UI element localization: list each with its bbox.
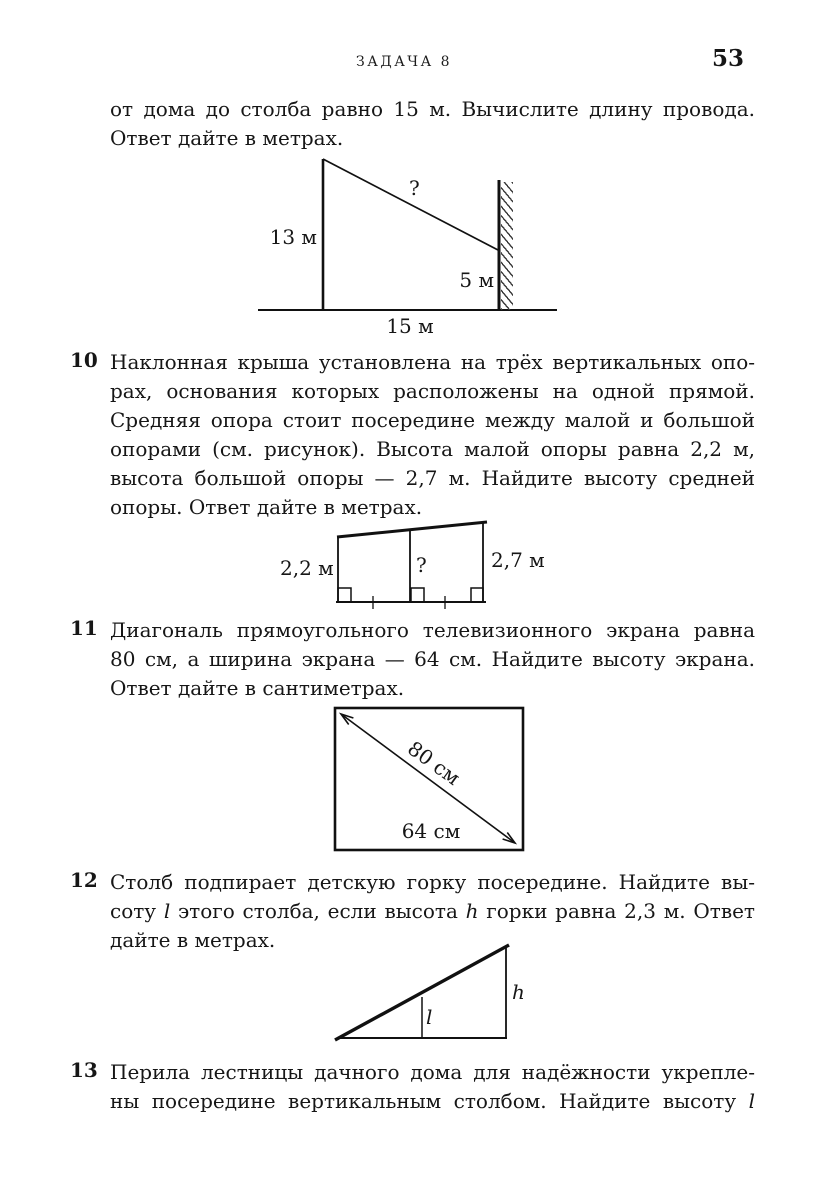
page-number: 53	[711, 45, 744, 72]
small-support-foot	[338, 588, 351, 602]
text-line: Столб подпирает детскую горку посередине. Найдите вы-	[110, 870, 755, 894]
wall-hatching	[501, 182, 513, 310]
running-title: ЗАДАЧА 8	[356, 54, 453, 70]
problem-number-12: 12	[70, 868, 98, 892]
text-line: Диагональ прямоугольного телевизионного экрана равна	[110, 618, 755, 642]
text-segment: ны посередине вертикальным столбом. Найдите высоту	[110, 1089, 749, 1113]
large-support-label: 2,7 м	[491, 548, 545, 572]
screen-width-label: 64 см	[401, 819, 461, 843]
wire-unknown-label: ?	[409, 176, 420, 200]
large-support-foot	[471, 588, 483, 602]
diagonal-length-label: 80 см	[403, 736, 465, 790]
wall-height-label: 5 м	[459, 268, 494, 292]
text-line: дайте в метрах.	[110, 928, 276, 952]
text-line: Ответ дайте в метрах.	[110, 126, 344, 150]
text-line: от дома до столба равно 15 м. Вычислите длину провода.	[110, 97, 755, 121]
ground-length-label: 15 м	[386, 314, 434, 338]
text-line: 80 см, а ширина экрана — 64 см. Найдите высоту экрана.	[110, 647, 755, 671]
text-line: опоры. Ответ дайте в метрах.	[110, 495, 423, 519]
text-line: Наклонная крыша установлена на трёх вертикальных опо-	[110, 350, 755, 374]
small-support-label: 2,2 м	[280, 556, 334, 580]
intro-paragraph	[110, 95, 755, 153]
text-line: опорами (см. рисунок). Высота малой опоры равна 2,2 м,	[110, 437, 755, 461]
text-line: Ответ дайте в сантиметрах.	[110, 676, 405, 700]
problem-number-10: 10	[70, 348, 98, 372]
middle-support-label: ?	[416, 553, 427, 577]
pole-height-label: 13 м	[269, 225, 317, 249]
problem-number-11: 11	[70, 616, 98, 640]
problem-10-text	[110, 348, 755, 522]
roof-line	[337, 522, 487, 537]
wire-line	[323, 159, 498, 250]
text-line: Перила лестницы дачного дома для надёжности укрепле-	[110, 1060, 755, 1084]
variable-h: h	[465, 899, 479, 923]
text-line: высота большой опоры — 2,7 м. Найдите высоту средней	[110, 466, 755, 490]
problem-11-text	[110, 616, 755, 703]
text-line	[110, 1087, 755, 1116]
text-segment: горки равна 2,3 м. Ответ	[478, 899, 755, 923]
text-segment: соту	[110, 899, 164, 923]
middle-support-foot	[411, 588, 424, 602]
slide-height-label: h	[512, 980, 525, 1004]
text-segment: этого столба, если высота	[170, 899, 466, 923]
text-line	[110, 897, 755, 926]
variable-l: l	[748, 1089, 755, 1113]
problem-number-13: 13	[70, 1058, 98, 1082]
text-line: рах, основания которых расположены на одной прямой.	[110, 379, 755, 403]
variable-l: l	[163, 899, 171, 923]
text-line: Средняя опора стоит посередине между малой и большой	[110, 408, 755, 432]
slide-post-label: l	[426, 1005, 433, 1029]
problem-13-text	[110, 1058, 755, 1116]
